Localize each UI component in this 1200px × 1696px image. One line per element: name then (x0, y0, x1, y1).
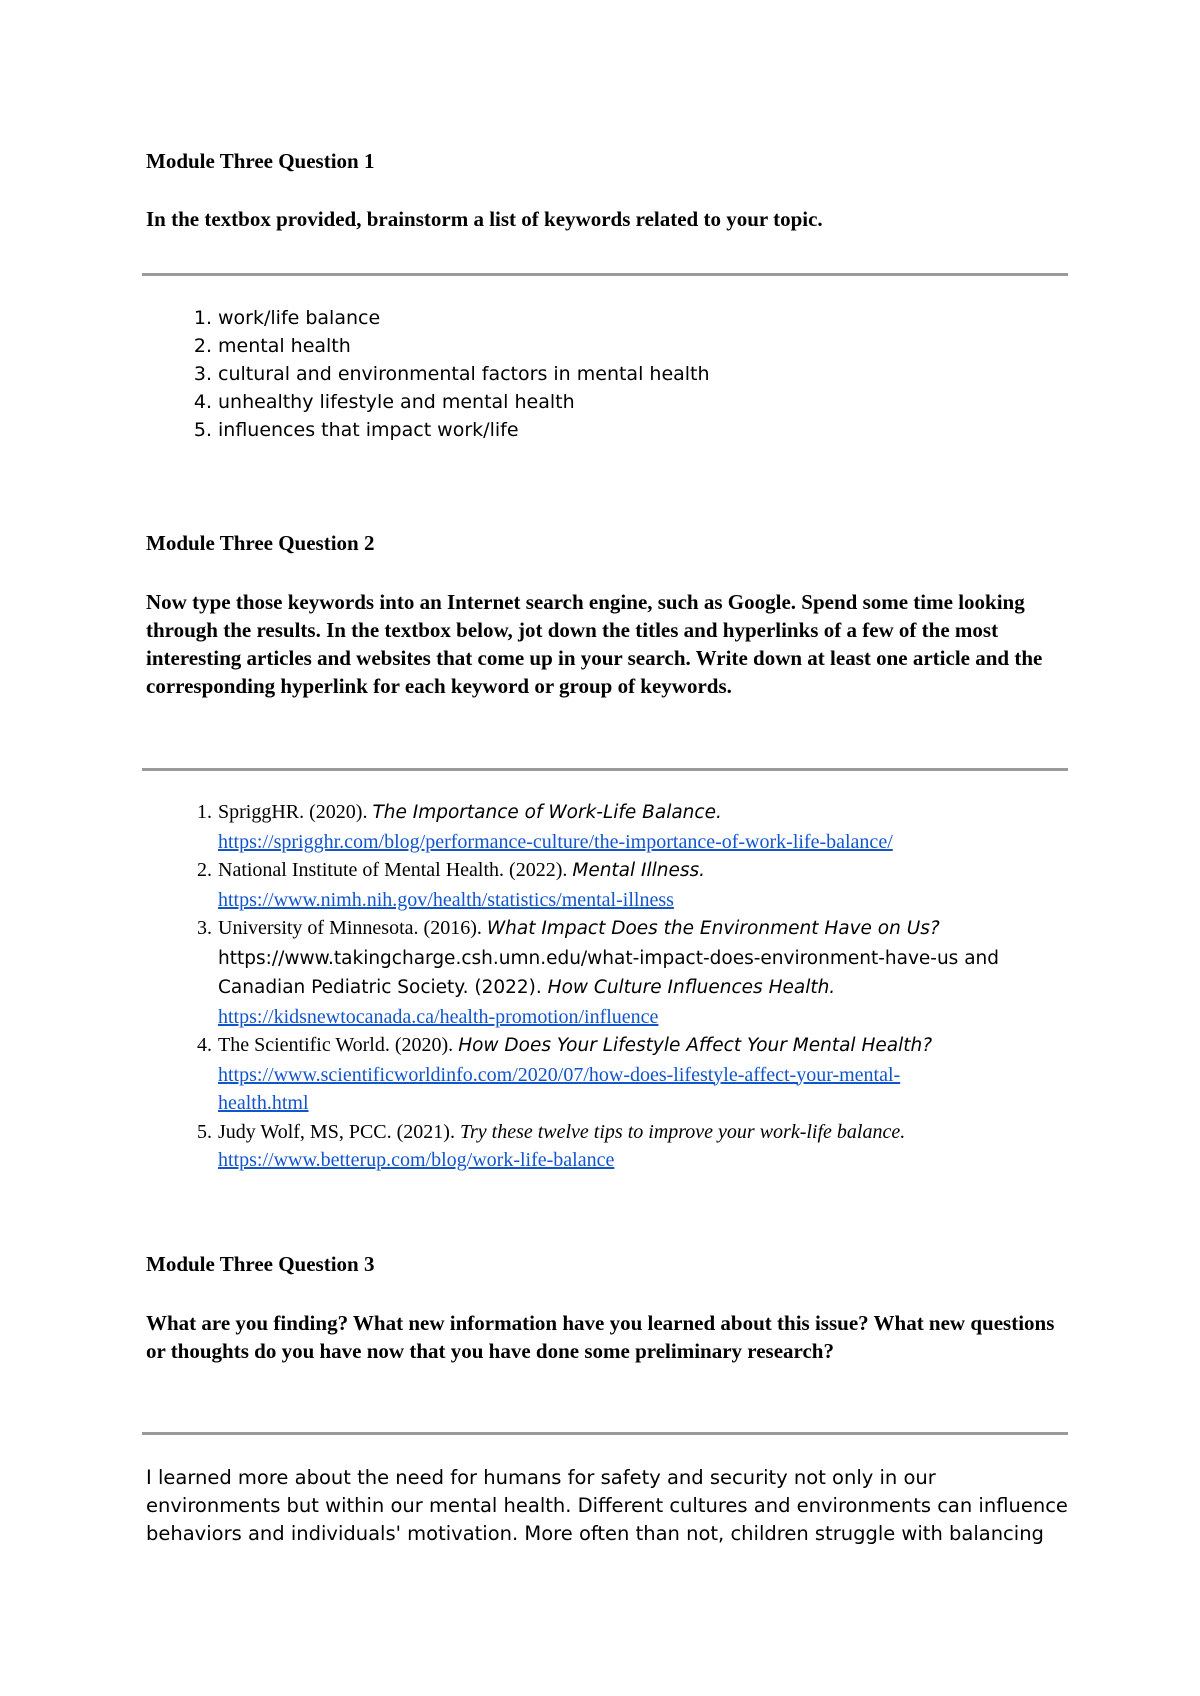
ref-author-2: Canadian Pediatric Society. (2022). (218, 977, 548, 998)
keyword-text: mental health (218, 335, 351, 357)
q1-divider (142, 273, 1068, 276)
q1-prompt: In the textbox provided, brainstorm a list of keywords related to your topic. (146, 207, 823, 231)
ref-title-2: How Culture Influences Health. (547, 977, 836, 998)
ref-link[interactable]: https://www.nimh.nih.gov/health/statistics/mental-illness (218, 888, 674, 911)
q3-answer (146, 1464, 1086, 1548)
list-item: 4. unhealthy lifestyle and mental health (193, 391, 575, 413)
q1-keyword-list (193, 304, 710, 444)
ref-link[interactable]: https://www.betterup.com/blog/work-life-balance (218, 1149, 615, 1171)
ref-author: Judy Wolf, MS, PCC. (2021). (218, 1120, 460, 1143)
ref-title: How Does Your Lifestyle Affect Your Mental Health? (458, 1035, 933, 1056)
ref-link[interactable]: https://sprigghr.com/blog/performance-culture/the-importance-of-work-life-balance/ (218, 830, 893, 853)
ref-link[interactable]: https://www.scientificworldinfo.com/2020/07/how-does-lifestyle-affect-your-mental- (218, 1063, 901, 1086)
list-item: 1. SpriggHR. (2020). The Importance of Work-Life Balance. https://sprigghr.com/blog/performance-culture/the-importance-of-work-life-balance/ (197, 801, 893, 853)
answer-line: environments but within our mental health. Different cultures and environments can influence (146, 1494, 1068, 1517)
ref-link[interactable]: https://kidsnewtocanada.ca/health-promotion/influence (218, 1005, 659, 1028)
ref-author: The Scientific World. (2020). (218, 1034, 459, 1056)
list-item: 3. University of Minnesota. (2016). What Impact Does the Environment Have on Us? https://www.takingcharge.csh.umn.edu/what-impact-does-environment-have-us and Canadian Pediatric Society. (2022). How Culture Influences Health. https://kidsnewtocanada.ca/health-promotion/influence (197, 917, 1000, 1028)
ref-plain-url: https://www.takingcharge.csh.umn.edu/what-impact-does-environment-have-us and (218, 947, 1000, 969)
ref-title: Try these twelve tips to improve your work-life balance. (459, 1120, 906, 1143)
ref-author: SpriggHR. (2020). (218, 801, 373, 823)
list-item: 4. The Scientific World. (2020). How Does Your Lifestyle Affect Your Mental Health? https://www.scientificworldinfo.com/2020/07/how-does-lifestyle-affect-your-mental- health.html (197, 1034, 933, 1114)
keyword-text: unhealthy lifestyle and mental health (218, 391, 575, 413)
list-item: 5. Judy Wolf, MS, PCC. (2021). Try these twelve tips to improve your work-life balance. https://www.betterup.com/blog/work-life-balance (197, 1120, 906, 1171)
q2-divider (142, 768, 1068, 771)
list-item: 5. influences that impact work/life (193, 419, 519, 441)
list-item: 2. mental health (193, 335, 351, 357)
keyword-text: cultural and environmental factors in mental health (218, 363, 710, 385)
answer-line: behaviors and individuals' motivation. More often than not, children struggle with balancing (146, 1522, 1044, 1545)
ref-author: University of Minnesota. (2016). (218, 917, 487, 939)
q2-reference-list (197, 798, 1078, 1175)
q2-prompt: Now type those keywords into an Internet search engine, such as Google. Spend some time looking through the results. In the textbox below, jot down the titles and hyperlinks of a few of the most interesting articles and websites that come up in your search. Write down at least one article and the corresponding hyperlink for each keyword or group of keywords. (146, 590, 1043, 698)
list-item: 1. work/life balance (193, 307, 381, 329)
ref-title: The Importance of Work-Life Balance. (372, 802, 722, 823)
ref-title: What Impact Does the Environment Have on Us? (486, 918, 940, 939)
list-item: 2. National Institute of Mental Health. (2022). Mental Illness. https://www.nimh.nih.gov/health/statistics/mental-illness (197, 859, 706, 911)
answer-line: I learned more about the need for humans for safety and security not only in our (146, 1466, 936, 1489)
ref-author: National Institute of Mental Health. (2022). (218, 859, 573, 881)
keyword-text: influences that impact work/life (218, 419, 519, 441)
ref-title: Mental Illness. (572, 860, 706, 881)
ref-link-continued[interactable]: health.html (218, 1092, 309, 1114)
q3-heading: Module Three Question 3 (146, 1252, 375, 1276)
q3-prompt: What are you finding? What new information have you learned about this issue? What new questions or thoughts do you have now that you have done some preliminary research? (146, 1311, 1055, 1363)
q1-heading: Module Three Question 1 (146, 149, 375, 173)
keyword-text: work/life balance (218, 307, 381, 329)
q2-heading: Module Three Question 2 (146, 531, 375, 555)
list-item: 3. cultural and environmental factors in mental health (193, 363, 710, 385)
q3-divider (142, 1432, 1068, 1435)
